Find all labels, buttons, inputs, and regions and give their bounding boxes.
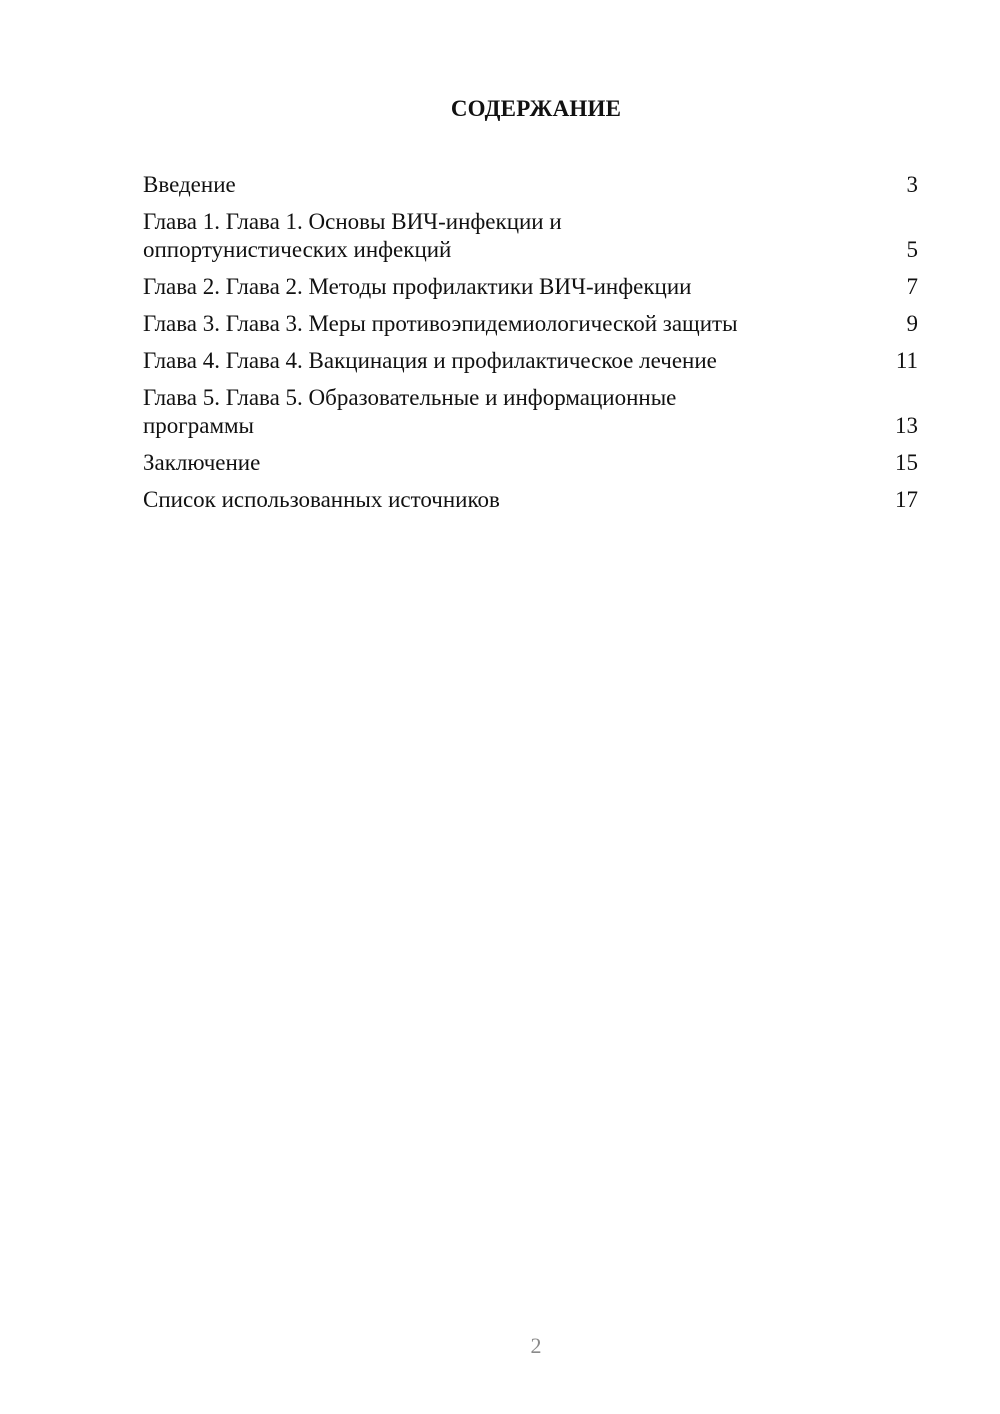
toc-entry[interactable] [143,347,918,375]
page-number: 2 [530,1333,542,1358]
toc-entry[interactable] [143,208,918,264]
toc-entry-text: Заключение [143,450,261,475]
toc-entry-page: 15 [895,450,918,475]
toc-entry-page: 13 [895,413,918,438]
toc-entry-page: 9 [906,311,918,336]
toc-entry[interactable] [143,486,918,514]
toc-entry[interactable] [143,384,918,440]
toc-entry-text: Глава 4. Глава 4. Вакцинация и профилактическое лечение [143,348,717,373]
toc-entry-page: 11 [895,348,918,373]
toc-entry-page: 7 [906,274,918,299]
toc-entry[interactable] [143,310,918,338]
toc-entry-text: Глава 1. Глава 1. Основы ВИЧ-инфекции и оппортунистических инфекций [143,209,562,262]
toc-entry[interactable] [143,273,918,301]
table-of-contents [143,171,918,523]
toc-entry-page: 17 [895,487,918,512]
toc-entry-page: 3 [906,172,918,197]
toc-entry-text: Глава 5. Глава 5. Образовательные и информационные программы [143,385,677,438]
toc-entry-text: Список использованных источников [143,487,500,512]
toc-entry-text: Глава 3. Глава 3. Меры противоэпидемиологической защиты [143,311,738,336]
toc-entry-page: 5 [906,237,918,262]
toc-entry[interactable] [143,171,918,199]
toc-entry[interactable] [143,449,918,477]
toc-entry-text: Глава 2. Глава 2. Методы профилактики ВИЧ-инфекции [143,274,692,299]
toc-entry-text: Введение [143,172,236,197]
toc-title: СОДЕРЖАНИЕ [450,96,622,121]
